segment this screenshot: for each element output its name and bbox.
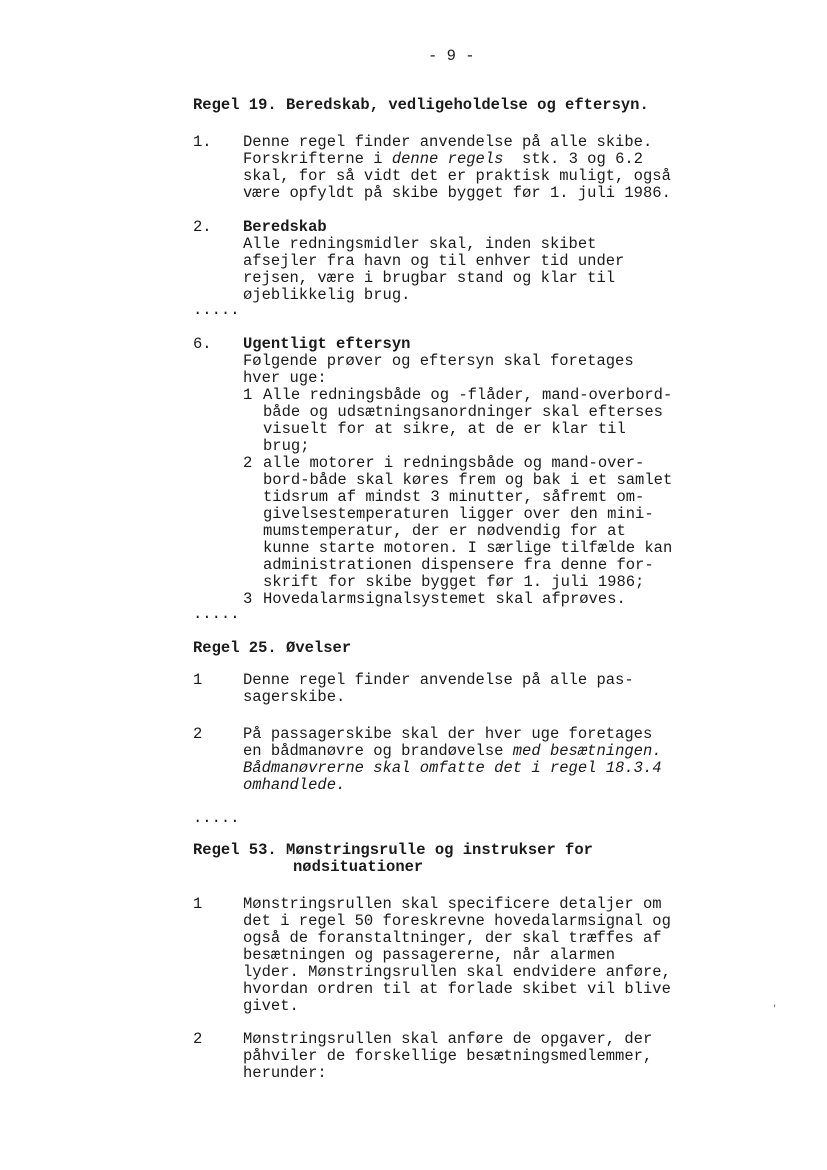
text-line: alle motorer i redningsbåde og mand-over- (263, 454, 645, 472)
regel-19-heading: Regel 19. Beredskab, vedligeholdelse og eftersyn. (193, 96, 649, 114)
regel-25-heading: Regel 25. Øvelser (193, 639, 352, 657)
text-line: påhviler de forskellige besætningsmedlemmer, (243, 1047, 653, 1065)
italic-span: med besætningen. (512, 742, 662, 760)
text-line (243, 151, 643, 168)
paragraph-number: 1 (193, 671, 203, 689)
paragraph-number: 2. (193, 218, 212, 236)
paragraph-number: 1 (193, 895, 203, 913)
text-line: givet. (243, 997, 299, 1015)
text-line: kunne starte motoren. I særlige tilfælde kan (263, 539, 673, 557)
text-line: På passagerskibe skal der hver uge foretages (243, 725, 653, 743)
paragraph-number: 2 (193, 1030, 203, 1048)
text-line: Alle redningsmidler skal, inden skibet (243, 235, 597, 253)
paragraph-number: 1. (193, 133, 212, 151)
text-line: administrationen dispensere fra denne for- (263, 556, 654, 574)
regel-53-heading-cont: nødsituationer (293, 858, 424, 876)
text-line: hver uge: (243, 369, 327, 387)
text-line: Alle redningsbåde og -flåder, mand-overbord- (263, 386, 673, 404)
text-line: brug; (263, 437, 310, 455)
text-span: stk. 3 og 6.2 (503, 150, 643, 168)
text-line: øjeblikkelig brug. (243, 286, 411, 304)
text-line: hvordan ordren til at forlade skibet vil blive (243, 980, 671, 998)
text-line: Mønstringsrullen skal anføre de opgaver, der (243, 1030, 653, 1048)
text-line: visuelt for at sikre, at de er klar til (263, 420, 626, 438)
stray-mark: ' (772, 1004, 778, 1014)
text-line: rejsen, være i brugbar stand og klar til (243, 269, 616, 287)
text-line: Denne regel finder anvendelse på alle pas- (243, 671, 634, 689)
text-line: omhandlede. (243, 776, 346, 794)
text-line: være opfyldt på skibe bygget før 1. juli 1986. (243, 184, 671, 202)
text-span: en bådmanøvre og brandøvelse (243, 742, 513, 760)
text-line: Følgende prøver og eftersyn skal foretages (243, 352, 634, 370)
text-line: mumstemperatur, der er nødvendig for at (263, 522, 626, 540)
text-line: tidsrum af mindst 3 minutter, såfremt om- (263, 488, 645, 506)
text-line (243, 743, 662, 760)
page-number: - 9 - (428, 47, 475, 65)
subheading: Beredskab (243, 218, 327, 236)
paragraph-number: 6. (193, 335, 212, 353)
text-line: lyder. Mønstringsrullen skal endvidere anføre, (243, 963, 671, 981)
list-number: 3 (243, 590, 253, 608)
ellipsis: ..... (193, 809, 240, 827)
paragraph-number: 2 (193, 725, 203, 743)
text-line: bord-både skal køres frem og bak i et samlet (263, 471, 673, 489)
text-line: skal, for så vidt det er praktisk muligt, også (243, 167, 671, 185)
text-line: Mønstringsrullen skal specificere detaljer om (243, 895, 662, 913)
text-line: herunder: (243, 1064, 327, 1082)
text-line: også de foranstaltninger, der skal træffes af (243, 929, 662, 947)
text-line: Bådmanøvrerne skal omfatte det i regel 18.3.4 (243, 759, 662, 777)
text-line: både og udsætningsanordninger skal efterses (263, 403, 663, 421)
text-line: Denne regel finder anvendelse på alle skibe. (243, 133, 653, 151)
text-line: besætningen og passagererne, når alarmen (243, 946, 616, 964)
text-line: givelsestemperaturen ligger over den mini- (263, 505, 654, 523)
text-line: det i regel 50 foreskrevne hovedalarmsignal og (243, 912, 671, 930)
italic-span: denne regels (391, 150, 504, 168)
list-number: 2 (243, 454, 253, 472)
subheading: Ugentligt eftersyn (243, 335, 411, 353)
ellipsis: ..... (193, 605, 240, 623)
regel-53-heading: Regel 53. Mønstringsrulle og instrukser for (193, 841, 593, 859)
text-line: Hovedalarmsignalsystemet skal afprøves. (263, 590, 626, 608)
text-line: skrift for skibe bygget før 1. juli 1986; (263, 573, 645, 591)
ellipsis: ..... (193, 301, 240, 319)
text-span: Forskrifterne i (243, 150, 392, 168)
text-line: sagerskibe. (243, 688, 346, 706)
list-number: 1 (243, 386, 253, 404)
text-line: afsejler fra havn og til enhver tid under (243, 252, 625, 270)
